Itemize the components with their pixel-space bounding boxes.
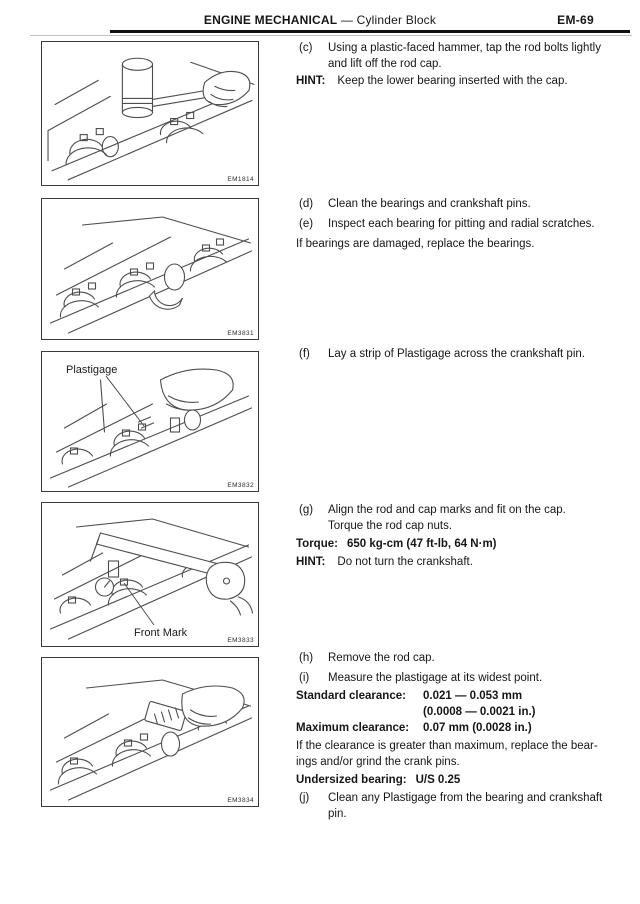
header-rule-faint bbox=[30, 35, 632, 36]
step-line: and lift off the rod cap. bbox=[328, 58, 442, 70]
step-d bbox=[296, 196, 618, 212]
step-text bbox=[328, 40, 618, 72]
figure-code: EM3834 bbox=[227, 797, 254, 804]
torque-value: 650 kg-cm (47 ft-lb, 64 N·m) bbox=[346, 538, 497, 550]
note-line: ings and/or grind the crank pins. bbox=[296, 756, 460, 768]
spec-label: Maximum clearance: bbox=[296, 722, 410, 734]
step-line: Align the rod and cap marks and fit on the cap. bbox=[328, 504, 566, 516]
header-divider: — bbox=[340, 13, 354, 27]
figure-frame-em1814 bbox=[41, 41, 259, 186]
spec-value: 0.07 mm (0.0028 in.) bbox=[423, 722, 532, 734]
step-line: Clean any Plastigage from the bearing and crankshaft bbox=[328, 792, 603, 804]
step-h bbox=[296, 650, 618, 666]
step-text: Clean the bearings and crankshaft pins. bbox=[328, 198, 531, 210]
step-g bbox=[296, 502, 618, 534]
note-line: If the clearance is greater than maximum, replace the bear- bbox=[296, 740, 598, 752]
spec-value-line: (0.0008 — 0.0021 in.) bbox=[423, 706, 536, 718]
step-f bbox=[296, 346, 618, 362]
figure-code: EM1814 bbox=[227, 176, 254, 183]
hint-label: HINT: bbox=[296, 556, 326, 568]
step-letter: (d) bbox=[299, 198, 314, 210]
step-c bbox=[296, 40, 618, 72]
undersized-value: U/S 0.25 bbox=[415, 774, 461, 786]
page-header-title bbox=[0, 13, 640, 27]
front-mark-label: Front Mark bbox=[134, 627, 188, 639]
figure-code: EM3831 bbox=[227, 330, 254, 337]
hint-g bbox=[296, 554, 618, 570]
maximum-clearance-spec bbox=[296, 720, 618, 736]
plastigage-gauge-illustration bbox=[42, 658, 258, 806]
note-bearings-damaged: If bearings are damaged, replace the bearings. bbox=[296, 238, 535, 250]
figure-frame-em3834 bbox=[41, 657, 259, 807]
figure-frame-em3832 bbox=[41, 351, 259, 492]
undersized-bearing-spec bbox=[296, 772, 618, 788]
figure-code: EM3832 bbox=[227, 482, 254, 489]
step-letter: (f) bbox=[299, 348, 310, 360]
spec-value-line: 0.021 — 0.053 mm bbox=[423, 690, 523, 702]
step-text: Remove the rod cap. bbox=[328, 652, 435, 664]
header-rule bbox=[110, 30, 630, 33]
plastigage-label: Plastigage bbox=[66, 364, 118, 376]
step-text: Inspect each bearing for pitting and radial scratches. bbox=[328, 218, 595, 230]
spec-value bbox=[423, 688, 618, 720]
figure-code: EM3833 bbox=[227, 637, 254, 644]
step-line: Torque the rod cap nuts. bbox=[328, 520, 453, 532]
header-subsection: Cylinder Block bbox=[356, 13, 437, 27]
step-letter: (e) bbox=[299, 218, 314, 230]
step-text bbox=[328, 502, 618, 534]
hint-c bbox=[296, 73, 618, 89]
figure-frame-em3833 bbox=[41, 502, 259, 647]
step-letter: (i) bbox=[299, 672, 310, 684]
step-letter: (h) bbox=[299, 652, 314, 664]
note-clearance bbox=[296, 738, 618, 770]
undersized-label: Undersized bearing: bbox=[296, 774, 407, 786]
step-letter: (j) bbox=[299, 792, 310, 804]
step-j bbox=[296, 790, 618, 822]
step-letter: (c) bbox=[299, 42, 313, 54]
torque-label: Torque: bbox=[296, 538, 338, 550]
hint-label: HINT: bbox=[296, 75, 326, 87]
figure-frame-em3831 bbox=[41, 198, 259, 340]
step-e bbox=[296, 216, 618, 232]
step-letter: (g) bbox=[299, 504, 314, 516]
header-section: ENGINE MECHANICAL bbox=[203, 13, 338, 27]
plastigage-leader-line bbox=[42, 352, 260, 490]
page-number: EM-69 bbox=[557, 13, 594, 27]
step-text: Lay a strip of Plastigage across the crankshaft pin. bbox=[328, 348, 585, 360]
torque-spec bbox=[296, 536, 618, 552]
crankshaft-bearing-illustration bbox=[42, 199, 258, 339]
step-text: Measure the plastigage at its widest point. bbox=[328, 672, 543, 684]
step-line: pin. bbox=[328, 808, 347, 820]
step-i bbox=[296, 670, 618, 686]
front-mark-leader-line bbox=[42, 503, 260, 645]
spec-label: Standard clearance: bbox=[296, 690, 406, 702]
step-text bbox=[328, 790, 618, 822]
step-line: Using a plastic-faced hammer, tap the rod bolts lightly bbox=[328, 42, 601, 54]
hint-text: Keep the lower bearing inserted with the cap. bbox=[337, 75, 568, 87]
standard-clearance-spec bbox=[296, 688, 618, 720]
engine-hammer-illustration bbox=[42, 42, 258, 185]
hint-text: Do not turn the crankshaft. bbox=[337, 556, 473, 568]
